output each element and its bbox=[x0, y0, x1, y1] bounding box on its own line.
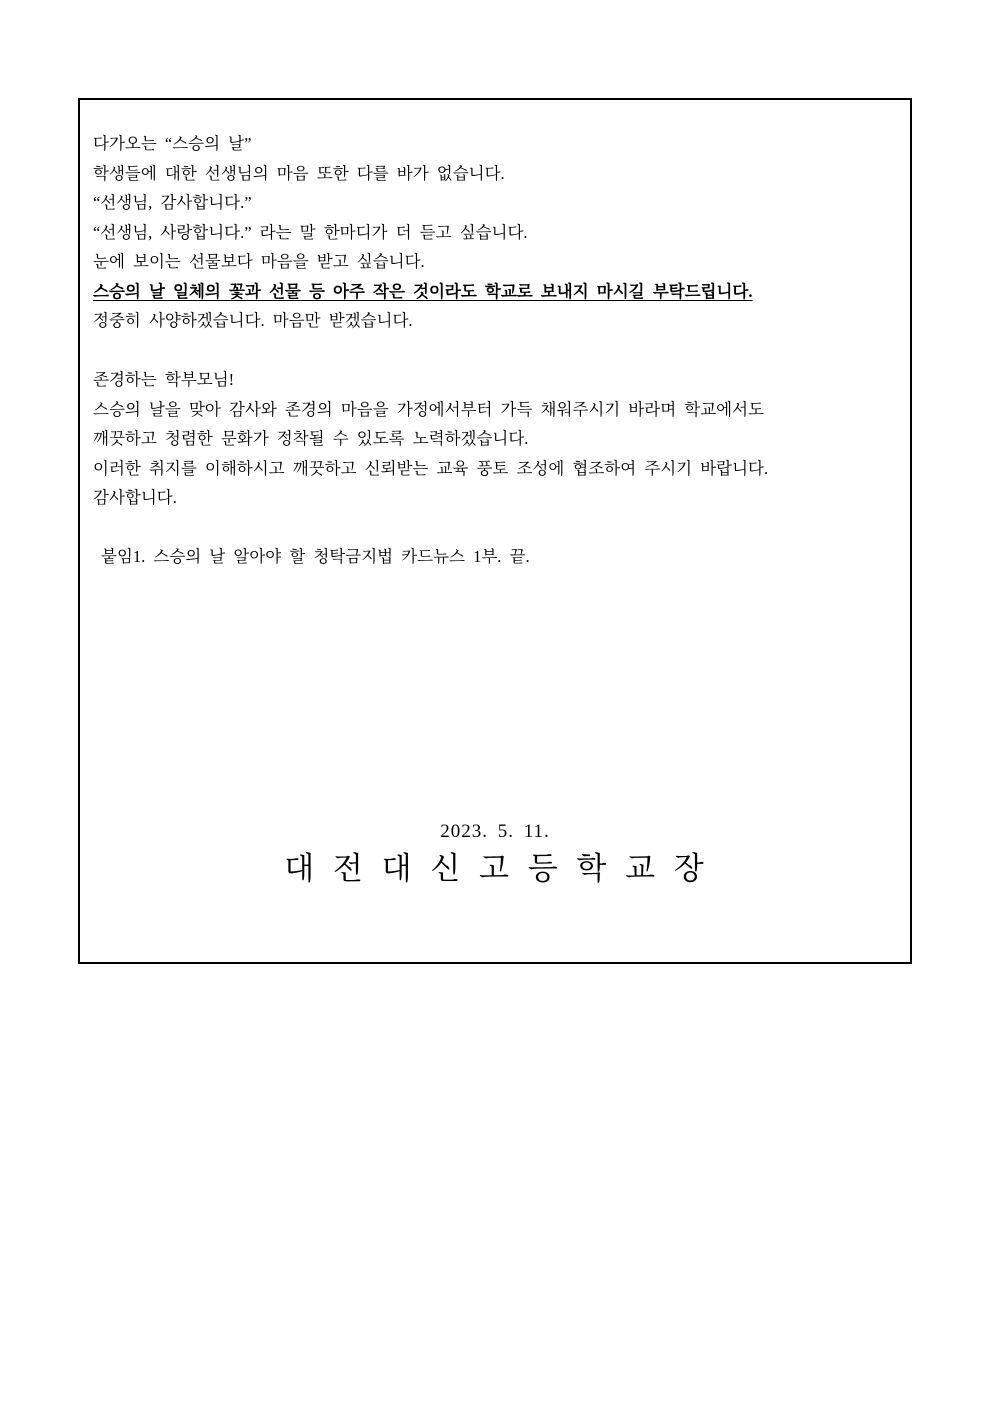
letter-body bbox=[93, 129, 906, 572]
letter-line: 이러한 취지를 이해하시고 깨끗하고 신뢰받는 교육 풍토 조성에 협조하여 주시기 바랍니다. bbox=[93, 458, 769, 478]
letter-date: 2023. 5. 11. bbox=[440, 821, 550, 842]
blank-line bbox=[93, 513, 906, 543]
letter-line-intro: 다가오는 “스승의 날” bbox=[93, 134, 252, 153]
letter-line: 스승의 날을 맞아 감사와 존경의 마음을 가정에서부터 가득 채워주시기 바라며 학교에서도 bbox=[93, 399, 764, 419]
letter-line: 눈에 보이는 선물보다 마음을 받고 싶습니다. bbox=[93, 252, 425, 271]
letter-attachment-line: 붙임1. 스승의 날 알아야 할 청탁금지법 카드뉴스 1부. 끝. bbox=[101, 547, 530, 566]
letter-border-frame bbox=[78, 98, 912, 964]
letter-line-thanks: 감사합니다. bbox=[93, 488, 177, 507]
letter-line-emphasis-no-gifts: 스승의 날 일체의 꽃과 선물 등 아주 작은 것이라도 학교로 보내지 마시길 부탁드립니다. bbox=[93, 281, 753, 301]
letter-line-salutation: 존경하는 학부모님! bbox=[93, 370, 235, 389]
letter-line: 정중히 사양하겠습니다. 마음만 받겠습니다. bbox=[93, 311, 413, 330]
letter-line: 학생들에 대한 선생님의 마음 또한 다를 바가 없습니다. bbox=[93, 163, 505, 183]
letter-line-quote-2: “선생님, 사랑합니다.” 라는 말 한마디가 더 듣고 싶습니다. bbox=[93, 222, 528, 242]
blank-line bbox=[93, 336, 906, 366]
letter-signature: 대 전 대 신 고 등 학 교 장 bbox=[284, 851, 706, 886]
letter-line: 깨끗하고 청렴한 문화가 정착될 수 있도록 노력하겠습니다. bbox=[93, 429, 529, 448]
letter-line-quote-1: “선생님, 감사합니다.” bbox=[93, 193, 252, 212]
